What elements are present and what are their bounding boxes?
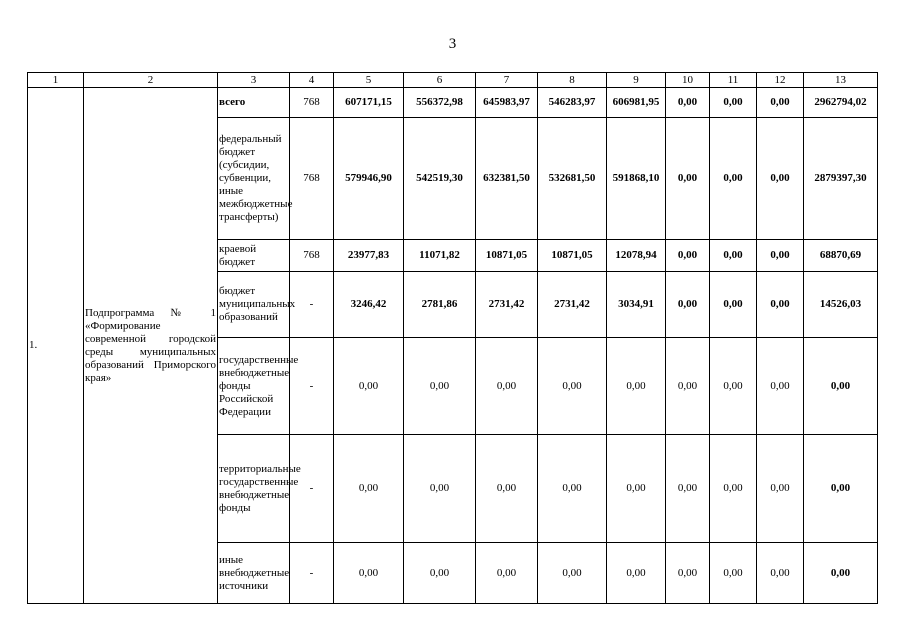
amount-cell: 2731,42 — [476, 272, 538, 338]
amount-cell: 591868,10 — [607, 118, 666, 240]
amount-cell: 12078,94 — [607, 240, 666, 272]
funding-source: всего — [218, 88, 290, 118]
amount-cell: 0,00 — [607, 338, 666, 435]
budget-code: 768 — [290, 88, 334, 118]
funding-source: территориальные государственные внебюджетные фонды — [218, 435, 290, 543]
funding-source: федеральный бюджет (субсидии, субвенции, иные межбюджетные трансферты) — [218, 118, 290, 240]
amount-cell: 645983,97 — [476, 88, 538, 118]
amount-cell: 10871,05 — [476, 240, 538, 272]
amount-cell: 0,00 — [710, 240, 757, 272]
amount-cell: 0,00 — [710, 435, 757, 543]
column-header: 8 — [538, 73, 607, 88]
column-header: 10 — [666, 73, 710, 88]
amount-cell: 3246,42 — [334, 272, 404, 338]
amount-cell: 2879397,30 — [804, 118, 878, 240]
amount-cell: 0,00 — [757, 118, 804, 240]
amount-cell: 2962794,02 — [804, 88, 878, 118]
amount-cell: 532681,50 — [538, 118, 607, 240]
amount-cell: 0,00 — [334, 435, 404, 543]
budget-code: 768 — [290, 240, 334, 272]
amount-cell: 10871,05 — [538, 240, 607, 272]
amount-cell: 556372,98 — [404, 88, 476, 118]
amount-cell: 546283,97 — [538, 88, 607, 118]
column-header: 1 — [28, 73, 84, 88]
amount-cell: 632381,50 — [476, 118, 538, 240]
funding-source: государственные внебюджетные фонды Российской Федерации — [218, 338, 290, 435]
column-header: 2 — [84, 73, 218, 88]
amount-cell: 68870,69 — [804, 240, 878, 272]
amount-cell: 0,00 — [666, 543, 710, 604]
table-row — [28, 88, 878, 118]
amount-cell: 0,00 — [666, 435, 710, 543]
amount-cell: 0,00 — [710, 88, 757, 118]
amount-cell: 2781,86 — [404, 272, 476, 338]
amount-cell: 0,00 — [804, 543, 878, 604]
amount-cell: 0,00 — [666, 118, 710, 240]
amount-cell: 0,00 — [334, 338, 404, 435]
amount-cell: 0,00 — [404, 435, 476, 543]
amount-cell: 0,00 — [710, 272, 757, 338]
amount-cell: 0,00 — [804, 435, 878, 543]
page-number: 3 — [448, 36, 457, 52]
amount-cell: 607171,15 — [334, 88, 404, 118]
amount-cell: 0,00 — [757, 240, 804, 272]
program-name: Подпрограмма № 1 «Формирование современной городской среды муниципальных образований Приморского края» — [84, 88, 218, 604]
amount-cell: 0,00 — [476, 435, 538, 543]
column-header: 11 — [710, 73, 757, 88]
budget-code: - — [290, 435, 334, 543]
amount-cell: 0,00 — [538, 338, 607, 435]
column-header: 4 — [290, 73, 334, 88]
amount-cell: 0,00 — [757, 272, 804, 338]
amount-cell: 0,00 — [538, 435, 607, 543]
funding-source: иные внебюджетные источники — [218, 543, 290, 604]
amount-cell: 0,00 — [476, 543, 538, 604]
amount-cell: 0,00 — [404, 543, 476, 604]
amount-cell: 0,00 — [666, 88, 710, 118]
amount-cell: 0,00 — [757, 435, 804, 543]
column-header: 6 — [404, 73, 476, 88]
amount-cell: 0,00 — [404, 338, 476, 435]
amount-cell: 0,00 — [757, 543, 804, 604]
amount-cell: 0,00 — [710, 118, 757, 240]
row-index: 1. — [28, 88, 84, 604]
funding-source: краевой бюджет — [218, 240, 290, 272]
funding-source: бюджет муниципальных образований — [218, 272, 290, 338]
amount-cell: 0,00 — [710, 543, 757, 604]
column-header: 9 — [607, 73, 666, 88]
amount-cell: 3034,91 — [607, 272, 666, 338]
budget-code: - — [290, 272, 334, 338]
amount-cell: 0,00 — [666, 240, 710, 272]
amount-cell: 11071,82 — [404, 240, 476, 272]
budget-code: 768 — [290, 118, 334, 240]
amount-cell: 23977,83 — [334, 240, 404, 272]
amount-cell: 0,00 — [334, 543, 404, 604]
amount-cell: 0,00 — [607, 543, 666, 604]
budget-code: - — [290, 543, 334, 604]
amount-cell: 0,00 — [804, 338, 878, 435]
column-header: 7 — [476, 73, 538, 88]
amount-cell: 0,00 — [538, 543, 607, 604]
amount-cell: 0,00 — [666, 338, 710, 435]
amount-cell: 0,00 — [757, 338, 804, 435]
header-row — [28, 73, 878, 88]
budget-code: - — [290, 338, 334, 435]
amount-cell: 14526,03 — [804, 272, 878, 338]
amount-cell: 0,00 — [710, 338, 757, 435]
amount-cell: 579946,90 — [334, 118, 404, 240]
amount-cell: 0,00 — [757, 88, 804, 118]
column-header: 12 — [757, 73, 804, 88]
amount-cell: 2731,42 — [538, 272, 607, 338]
amount-cell: 606981,95 — [607, 88, 666, 118]
budget-table — [27, 72, 878, 604]
amount-cell: 542519,30 — [404, 118, 476, 240]
column-header: 5 — [334, 73, 404, 88]
amount-cell: 0,00 — [476, 338, 538, 435]
amount-cell: 0,00 — [666, 272, 710, 338]
column-header: 3 — [218, 73, 290, 88]
column-header: 13 — [804, 73, 878, 88]
amount-cell: 0,00 — [607, 435, 666, 543]
